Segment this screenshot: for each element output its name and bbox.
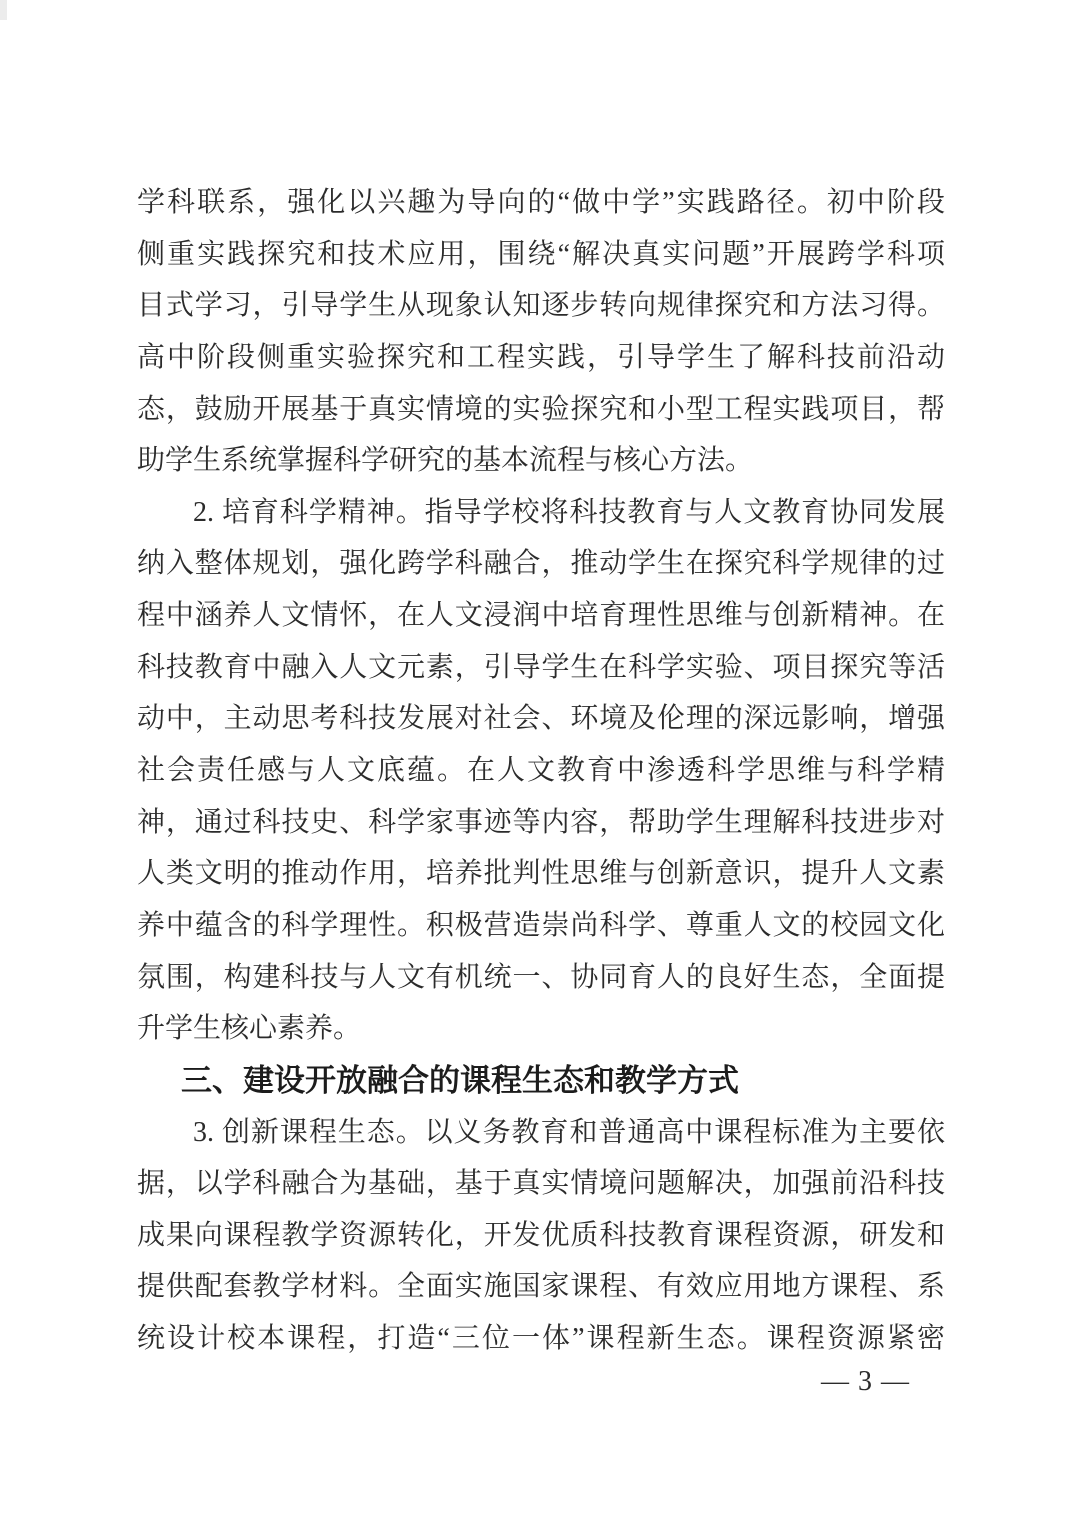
text-line: 侧重实践探究和技术应用，围绕“解决真实问题”开展跨学科项 xyxy=(137,238,945,270)
section-heading: 三、建设开放融合的课程生态和教学方式 xyxy=(181,1062,739,1098)
text-line: 人类文明的推动作用，培养批判性思维与创新意识，提升人文素 xyxy=(137,858,945,890)
text-line: 据，以学科融合为基础，基于真实情境问题解决，加强前沿科技 xyxy=(137,1168,945,1200)
text-line: 科技教育中融入人文元素，引导学生在科学实验、项目探究等活 xyxy=(137,651,945,683)
text-line: 程中涵养人文情怀，在人文浸润中培育理性思维与创新精神。在 xyxy=(137,600,945,632)
text-line: 神，通过科技史、科学家事迹等内容，帮助学生理解科技进步对 xyxy=(137,806,945,838)
text-line: 提供配套教学材料。全面实施国家课程、有效应用地方课程、系 xyxy=(137,1271,945,1303)
text-line: 学科联系，强化以兴趣为导向的“做中学”实践路径。初中阶段 xyxy=(137,187,945,218)
text-line: 纳入整体规划，强化跨学科融合，推动学生在探究科学规律的过 xyxy=(137,548,945,580)
scan-artifact xyxy=(0,0,7,20)
text-line: 动中，主动思考科技发展对社会、环境及伦理的深远影响，增强 xyxy=(137,703,945,735)
text-line: 助学生系统掌握科学研究的基本流程与核心方法。 xyxy=(137,445,754,477)
text-line: 高中阶段侧重实验探究和工程实践，引导学生了解科技前沿动 xyxy=(137,341,945,373)
text-line: 目式学习，引导学生从现象认知逐步转向规律探究和方法习得。 xyxy=(137,290,945,322)
text-line: 升学生核心素养。 xyxy=(137,1013,362,1045)
document-text-block xyxy=(137,177,945,1365)
text-line: 氛围，构建科技与人文有机统一、协同育人的良好生态，全面提 xyxy=(137,961,945,993)
text-line: 成果向课程教学资源转化，开发优质科技教育课程资源，研发和 xyxy=(137,1219,945,1251)
text-line: 社会责任感与人文底蕴。在人文教育中渗透科学思维与科学精 xyxy=(137,755,945,787)
page-number: — 3 — xyxy=(821,1366,910,1397)
text-line: 态，鼓励开展基于真实情境的实验探究和小型工程实践项目，帮 xyxy=(137,393,945,425)
text-line: 3. 创新课程生态。以义务教育和普通高中课程标准为主要依 xyxy=(193,1116,945,1148)
text-line: 统设计校本课程，打造“三位一体”课程新生态。课程资源紧密 xyxy=(137,1323,945,1355)
text-line: 养中蕴含的科学理性。积极营造崇尚科学、尊重人文的校园文化 xyxy=(137,909,945,941)
text-line: 2. 培育科学精神。指导学校将科技教育与人文教育协同发展 xyxy=(193,496,945,528)
